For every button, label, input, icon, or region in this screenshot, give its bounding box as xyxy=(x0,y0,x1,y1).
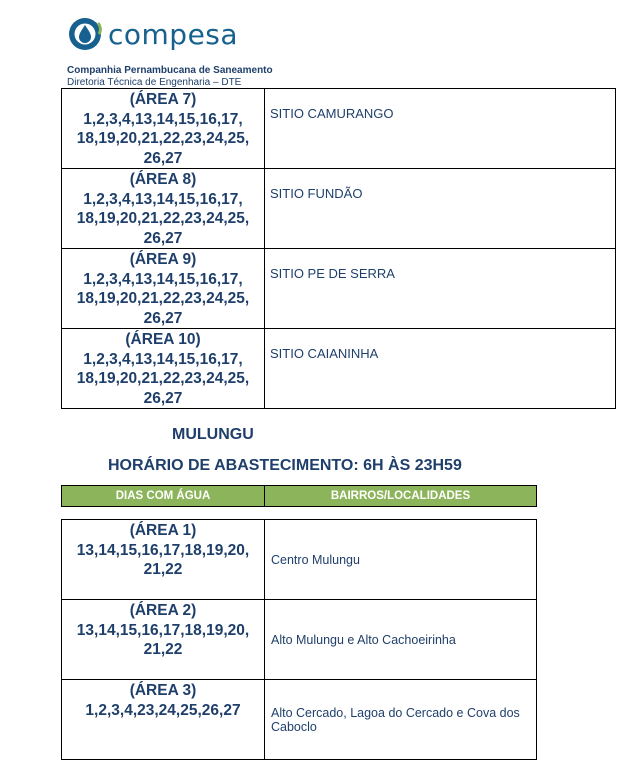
area-label: (ÁREA 8) xyxy=(129,171,197,188)
areas-table-1 xyxy=(61,88,616,409)
days-line: 26,27 xyxy=(143,149,183,167)
organization-name: Companhia Pernambucana de Saneamento xyxy=(67,65,273,76)
column-header-locations: BAIRROS/LOCALIDADES xyxy=(330,490,471,502)
location-cell: Alto Cercado, Lagoa do Cercado e Cova dos Caboclo xyxy=(265,680,537,760)
days-line: 18,19,20,21,22,23,24,25, xyxy=(76,370,250,387)
days-cell xyxy=(62,169,265,249)
area-label: (ÁREA 10) xyxy=(125,331,201,348)
table-header xyxy=(61,485,537,507)
location-cell: SITIO CAMURANGO xyxy=(265,89,616,169)
area-label: (ÁREA 1) xyxy=(129,522,197,539)
table-row xyxy=(62,680,537,760)
water-drop-icon xyxy=(68,17,102,51)
column-header-days: DIAS COM ÁGUA xyxy=(62,486,265,506)
days-cell xyxy=(62,89,265,169)
days-line: 18,19,20,21,22,23,24,25, xyxy=(76,290,250,307)
area-label: (ÁREA 2) xyxy=(129,602,197,619)
area-label: (ÁREA 9) xyxy=(129,251,197,268)
days-line: 1,2,3,4,13,14,15,16,17, xyxy=(83,110,243,128)
days-line: 18,19,20,21,22,23,24,25, xyxy=(76,210,250,227)
table-row xyxy=(62,329,616,409)
days-line: 1,2,3,4,13,14,15,16,17, xyxy=(83,190,243,208)
days-cell xyxy=(62,600,265,680)
days-line: 18,19,20,21,22,23,24,25, xyxy=(76,130,250,147)
location-cell: SITIO CAIANINHA xyxy=(265,329,616,409)
days-line: 26,27 xyxy=(143,389,183,407)
brand-name: compesa xyxy=(108,17,239,51)
days-line: 13,14,15,16,17,18,19,20, xyxy=(76,621,250,639)
table-row xyxy=(62,520,537,600)
location-cell: Alto Mulungu e Alto Cachoeirinha xyxy=(265,600,537,680)
days-cell xyxy=(62,329,265,409)
table-row xyxy=(62,89,616,169)
area-label: (ÁREA 3) xyxy=(129,682,197,699)
days-line: 26,27 xyxy=(143,229,183,247)
compesa-logo xyxy=(68,14,238,54)
table-row xyxy=(62,169,616,249)
department-name: Diretoria Técnica de Engenharia – DTE xyxy=(67,77,242,88)
area-label: (ÁREA 7) xyxy=(129,91,197,108)
location-cell: Centro Mulungu xyxy=(265,520,537,600)
days-cell xyxy=(62,249,265,329)
city-title: MULUNGU xyxy=(172,426,254,443)
days-line: 21,22 xyxy=(143,561,183,578)
days-cell xyxy=(62,680,265,760)
days-line: 1,2,3,4,13,14,15,16,17, xyxy=(83,270,243,288)
days-line: 13,14,15,16,17,18,19,20, xyxy=(76,541,250,559)
days-cell xyxy=(62,520,265,600)
days-line: 1,2,3,4,23,24,25,26,27 xyxy=(85,701,241,719)
location-cell: SITIO PE DE SERRA xyxy=(265,249,616,329)
days-line: 26,27 xyxy=(143,309,183,327)
days-line: 21,22 xyxy=(143,641,183,658)
table-row xyxy=(62,600,537,680)
days-line: 1,2,3,4,13,14,15,16,17, xyxy=(83,350,243,368)
schedule-title: HORÁRIO DE ABASTECIMENTO: 6H ÀS 23H59 xyxy=(108,457,462,474)
table-row xyxy=(62,249,616,329)
areas-table-2 xyxy=(61,519,537,760)
location-cell: SITIO FUNDÃO xyxy=(265,169,616,249)
